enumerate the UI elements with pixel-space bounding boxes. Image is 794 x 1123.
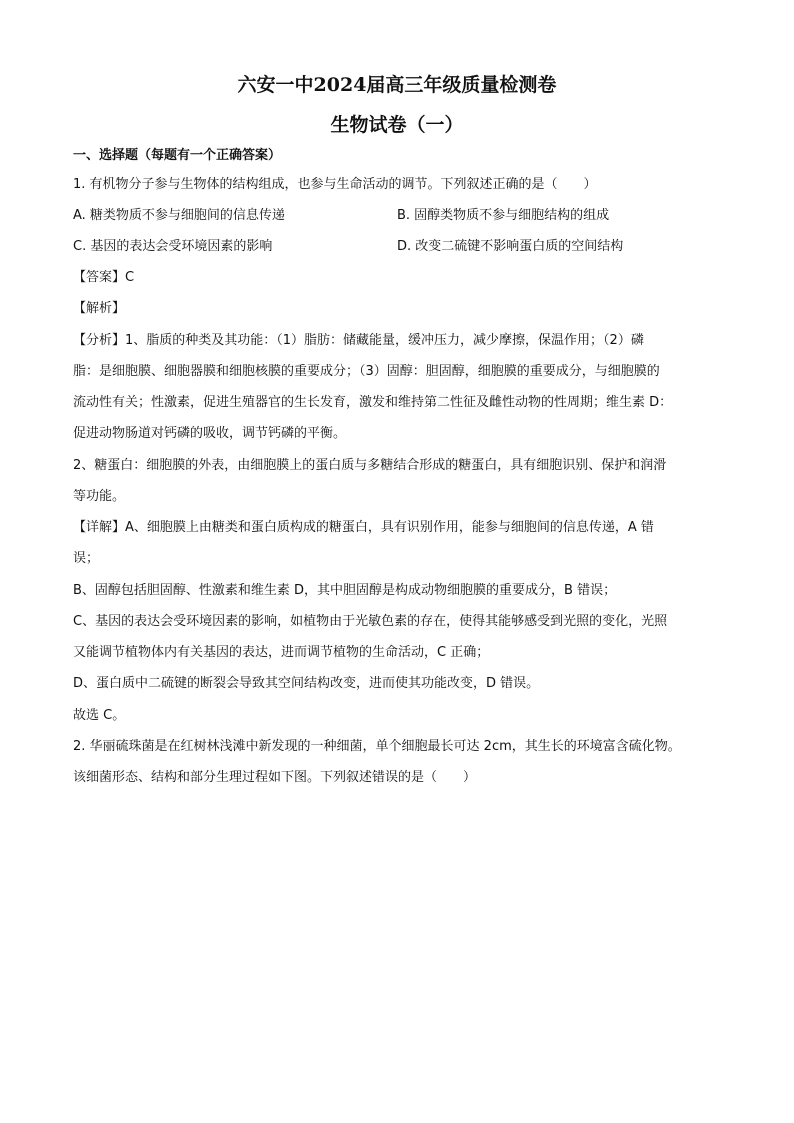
analysis-line: 脂：是细胞膜、细胞器膜和细胞核膜的重要成分；（3）固醇：胆固醇，细胞膜的重要成分，与细胞膜的	[73, 364, 660, 379]
option-b: B. 固醇类物质不参与细胞结构的组成	[397, 208, 610, 223]
analysis-line: C、基因的表达会受环境因素的影响，如植物由于光敏色素的存在，使得其能够感受到光照的变化，光照	[73, 614, 668, 629]
analysis-label: 【解析】	[73, 301, 126, 316]
answer-line: 【答案】C	[73, 270, 135, 285]
analysis-line: 【详解】A、细胞膜上由糖类和蛋白质构成的糖蛋白，具有识别作用，能参与细胞间的信息传递，A 错	[73, 520, 654, 535]
option-a: A. 糖类物质不参与细胞间的信息传递	[73, 208, 285, 223]
document-subtitle: 生物试卷（一）	[330, 114, 464, 136]
option-c: C. 基因的表达会受环境因素的影响	[73, 239, 273, 254]
analysis-line: 等功能。	[73, 489, 126, 504]
section-heading: 一、选择题（每题有一个正确答案）	[73, 148, 282, 163]
question-2-stem: 该细菌形态、结构和部分生理过程如下图。下列叙述错误的是（ ）	[73, 770, 477, 785]
option-d: D. 改变二硫键不影响蛋白质的空间结构	[397, 239, 624, 254]
question-1-stem: 1. 有机物分子参与生物体的结构组成，也参与生命活动的调节。下列叙述正确的是（ ）	[73, 177, 597, 192]
question-2-stem: 2. 华丽硫珠菌是在红树林浅滩中新发现的一种细菌，单个细胞最长可达 2cm，其生长的环境富含硫化物。	[73, 739, 681, 754]
analysis-line: 促进动物肠道对钙磷的吸收，调节钙磷的平衡。	[73, 426, 347, 441]
analysis-line: 误；	[73, 551, 100, 566]
analysis-line: 2、糖蛋白：细胞膜的外表，由细胞膜上的蛋白质与多糖结合形成的糖蛋白，具有细胞识别、保护和润滑	[73, 458, 667, 473]
analysis-line: 又能调节植物体内有关基因的表达，进而调节植物的生命活动，C 正确；	[73, 645, 490, 660]
analysis-line: D、蛋白质中二硫键的断裂会导致其空间结构改变，进而使其功能改变，D 错误。	[73, 676, 540, 691]
analysis-line: 故选 C。	[73, 708, 126, 723]
analysis-line: 【分析】1、脂质的种类及其功能：（1）脂肪：储藏能量，缓冲压力，减少摩擦，保温作用；（2）磷	[73, 333, 644, 348]
analysis-line: B、固醇包括胆固醇、性激素和维生素 D，其中胆固醇是构成动物细胞膜的重要成分，B 错误；	[73, 583, 617, 598]
document-title: 六安一中2024届高三年级质量检测卷	[237, 74, 557, 96]
analysis-line: 流动性有关；性激素，促进生殖器官的生长发育，激发和维持第二性征及雌性动物的性周期；维生素 D：	[73, 395, 673, 410]
